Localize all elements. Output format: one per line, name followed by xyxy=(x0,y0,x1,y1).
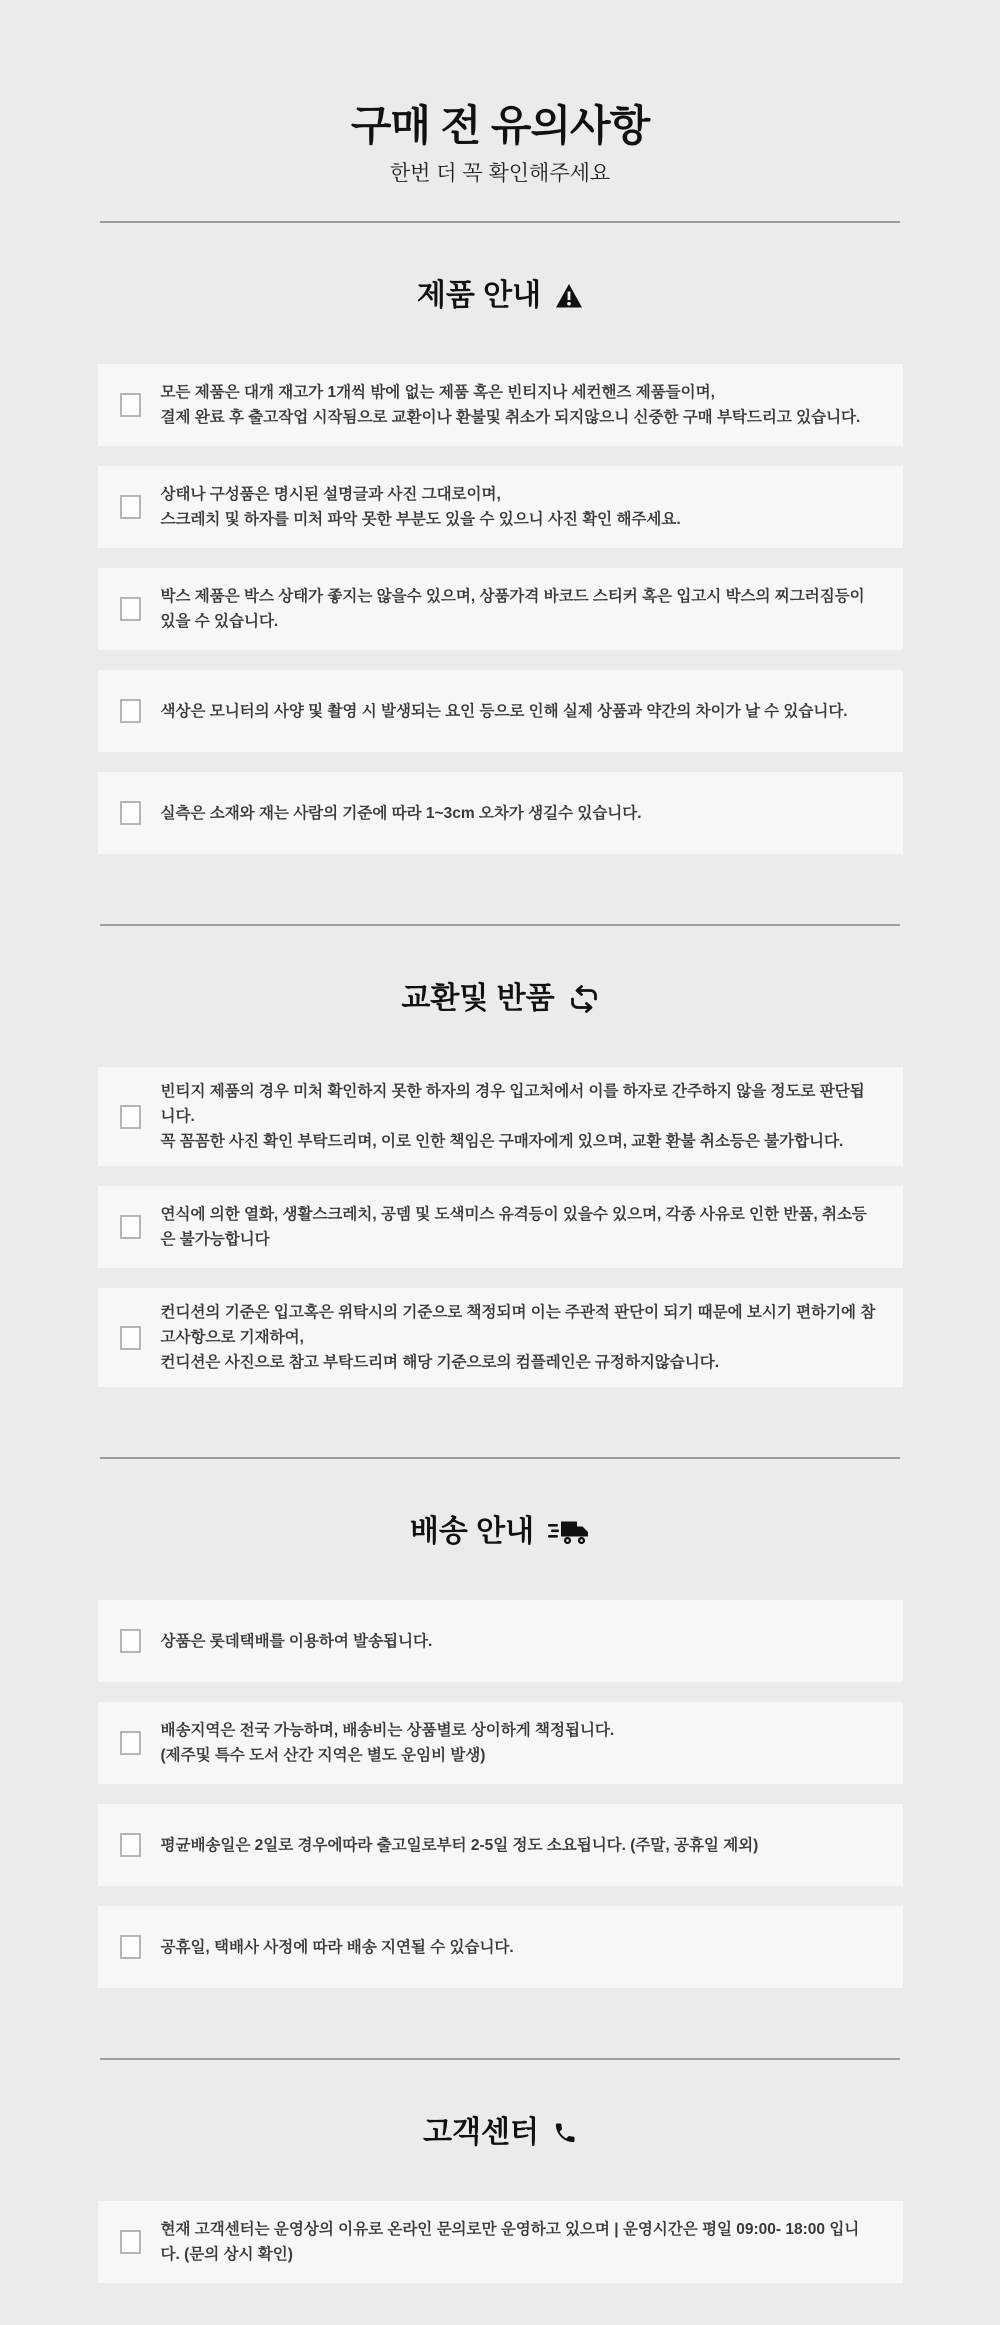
section-title-text: 고객센터 xyxy=(423,2116,539,2149)
item-checkbox[interactable] xyxy=(120,1935,141,1959)
section-product-info xyxy=(0,278,1000,854)
notice-line: 컨디션은 사진으로 참고 부탁드리며 해당 기준으로의 컴플레인은 규정하지않습니다. xyxy=(160,1354,720,1371)
product-notice-list xyxy=(98,364,903,854)
notice-line: 컨디션의 기준은 입고혹은 위탁시의 기준으로 책정되며 이는 주관적 판단이 되기 때문에 보시기 편하기에 참고사항으로 기재하여, xyxy=(160,1304,876,1346)
notice-text xyxy=(161,380,861,430)
section-divider xyxy=(100,221,900,223)
notice-text xyxy=(161,584,879,634)
shipping-notice-list xyxy=(98,1600,903,1988)
section-title-product xyxy=(0,278,1000,314)
notice-item xyxy=(98,364,903,446)
section-title-text: 배송 안내 xyxy=(409,1515,535,1548)
item-checkbox[interactable] xyxy=(120,1833,141,1857)
section-divider xyxy=(100,2058,900,2060)
customer-notice-list xyxy=(98,2201,903,2283)
notice-line: 공휴일, 택배사 사정에 따라 배송 지연될 수 있습니다. xyxy=(160,1938,514,1956)
section-title-exchange xyxy=(0,981,1000,1017)
notice-text xyxy=(161,1629,433,1654)
notice-line: 꼭 꼼꼼한 사진 확인 부탁드리며, 이로 인한 책임은 구매자에게 있으며, 교환 환불 취소등은 불가합니다. xyxy=(160,1133,844,1150)
notice-item xyxy=(98,1186,903,1268)
notice-item xyxy=(98,772,903,854)
notice-line: 상품은 롯데택배를 이용하여 발송됩니다. xyxy=(160,1632,433,1650)
notice-text xyxy=(161,1079,879,1154)
section-title-text: 제품 안내 xyxy=(416,279,542,312)
notice-item xyxy=(98,1067,903,1166)
notice-item xyxy=(98,670,903,752)
notice-text xyxy=(161,1202,879,1252)
page-title: 구매 전 유의사항 xyxy=(350,102,650,149)
item-checkbox[interactable] xyxy=(120,597,141,621)
item-checkbox[interactable] xyxy=(120,495,141,519)
item-checkbox[interactable] xyxy=(120,1629,141,1653)
section-exchange-return xyxy=(0,981,1000,1387)
notice-text xyxy=(161,801,642,826)
section-title-text: 교환및 반품 xyxy=(401,982,555,1015)
notice-text xyxy=(161,2217,879,2267)
notice-item xyxy=(98,1600,903,1682)
notice-text xyxy=(161,1300,879,1375)
notice-text xyxy=(161,699,848,724)
notice-text xyxy=(161,482,681,532)
notice-line: 상태나 구성품은 명시된 설명글과 사진 그대로이며, xyxy=(160,486,501,503)
section-title-shipping xyxy=(0,1514,1000,1550)
notice-line: 박스 제품은 박스 상태가 좋지는 않을수 있으며, 상품가격 바코드 스티커 혹은 입고시 박스의 찌그러짐등이 있을 수 있습니다. xyxy=(160,588,865,630)
notice-line: 배송지역은 전국 가능하며, 배송비는 상품별로 상이하게 책정됩니다. xyxy=(160,1722,615,1739)
truck-icon xyxy=(548,1519,590,1546)
item-checkbox[interactable] xyxy=(120,801,141,825)
notice-line: 연식에 의한 열화, 생활스크레치, 공뎀 및 도색미스 유격등이 있을수 있으며, 각종 사유로 인한 반품, 취소등은 불가능합니다 xyxy=(160,1206,867,1248)
notice-text xyxy=(161,1833,759,1858)
notice-text xyxy=(161,1718,615,1768)
notice-item xyxy=(98,1702,903,1784)
notice-item xyxy=(98,1804,903,1886)
item-checkbox[interactable] xyxy=(120,1215,141,1239)
item-checkbox[interactable] xyxy=(120,1731,141,1755)
notice-item xyxy=(98,2201,903,2283)
notice-line: 빈티지 제품의 경우 미처 확인하지 못한 하자의 경우 입고처에서 이를 하자로 간주하지 않을 정도로 판단됩니다. xyxy=(160,1083,865,1125)
phone-icon xyxy=(553,2121,577,2145)
section-divider xyxy=(100,1457,900,1459)
page-subtitle: 한번 더 꼭 확인해주세요 xyxy=(389,162,611,185)
notice-line: 스크레치 및 하자를 미처 파악 못한 부분도 있을 수 있으니 사진 확인 해주세요. xyxy=(160,511,681,528)
notice-line: 색상은 모니터의 사양 및 촬영 시 발생되는 요인 등으로 인해 실제 상품과 약간의 차이가 날 수 있습니다. xyxy=(160,702,848,720)
notice-line: 현재 고객센터는 운영상의 이유로 온라인 문의로만 운영하고 있으며 | 운영시간은 평일 09:00- 18:00 입니다. (문의 상시 확인) xyxy=(160,2221,860,2263)
notice-text xyxy=(161,1935,514,1960)
item-checkbox[interactable] xyxy=(120,1326,141,1350)
notice-line: (제주및 특수 도서 산간 지역은 별도 운임비 발생) xyxy=(160,1747,486,1764)
notice-line: 모든 제품은 대개 재고가 1개씩 밖에 없는 제품 혹은 빈티지나 세컨핸즈 제품들이며, xyxy=(160,384,715,401)
page-header xyxy=(0,0,1000,186)
warning-icon xyxy=(555,283,583,309)
notice-item xyxy=(98,1906,903,1988)
exchange-notice-list xyxy=(98,1067,903,1387)
exchange-icon xyxy=(569,985,599,1013)
section-title-customer xyxy=(0,2115,1000,2151)
notice-item xyxy=(98,568,903,650)
notice-item xyxy=(98,1288,903,1387)
item-checkbox[interactable] xyxy=(120,393,141,417)
notice-item xyxy=(98,466,903,548)
notice-line: 평균배송일은 2일로 경우에따라 출고일로부터 2-5일 정도 소요됩니다. (주말, 공휴일 제외) xyxy=(160,1836,759,1854)
section-shipping-info xyxy=(0,1514,1000,1988)
item-checkbox[interactable] xyxy=(120,2230,141,2254)
notice-line: 실측은 소재와 재는 사람의 기준에 따라 1~3cm 오차가 생길수 있습니다. xyxy=(160,804,642,822)
section-customer-center xyxy=(0,2115,1000,2283)
item-checkbox[interactable] xyxy=(120,1105,141,1129)
section-divider xyxy=(100,924,900,926)
notice-line: 결제 완료 후 출고작업 시작됨으로 교환이나 환불및 취소가 되지않으니 신중한 구매 부탁드리고 있습니다. xyxy=(160,409,861,426)
item-checkbox[interactable] xyxy=(120,699,141,723)
